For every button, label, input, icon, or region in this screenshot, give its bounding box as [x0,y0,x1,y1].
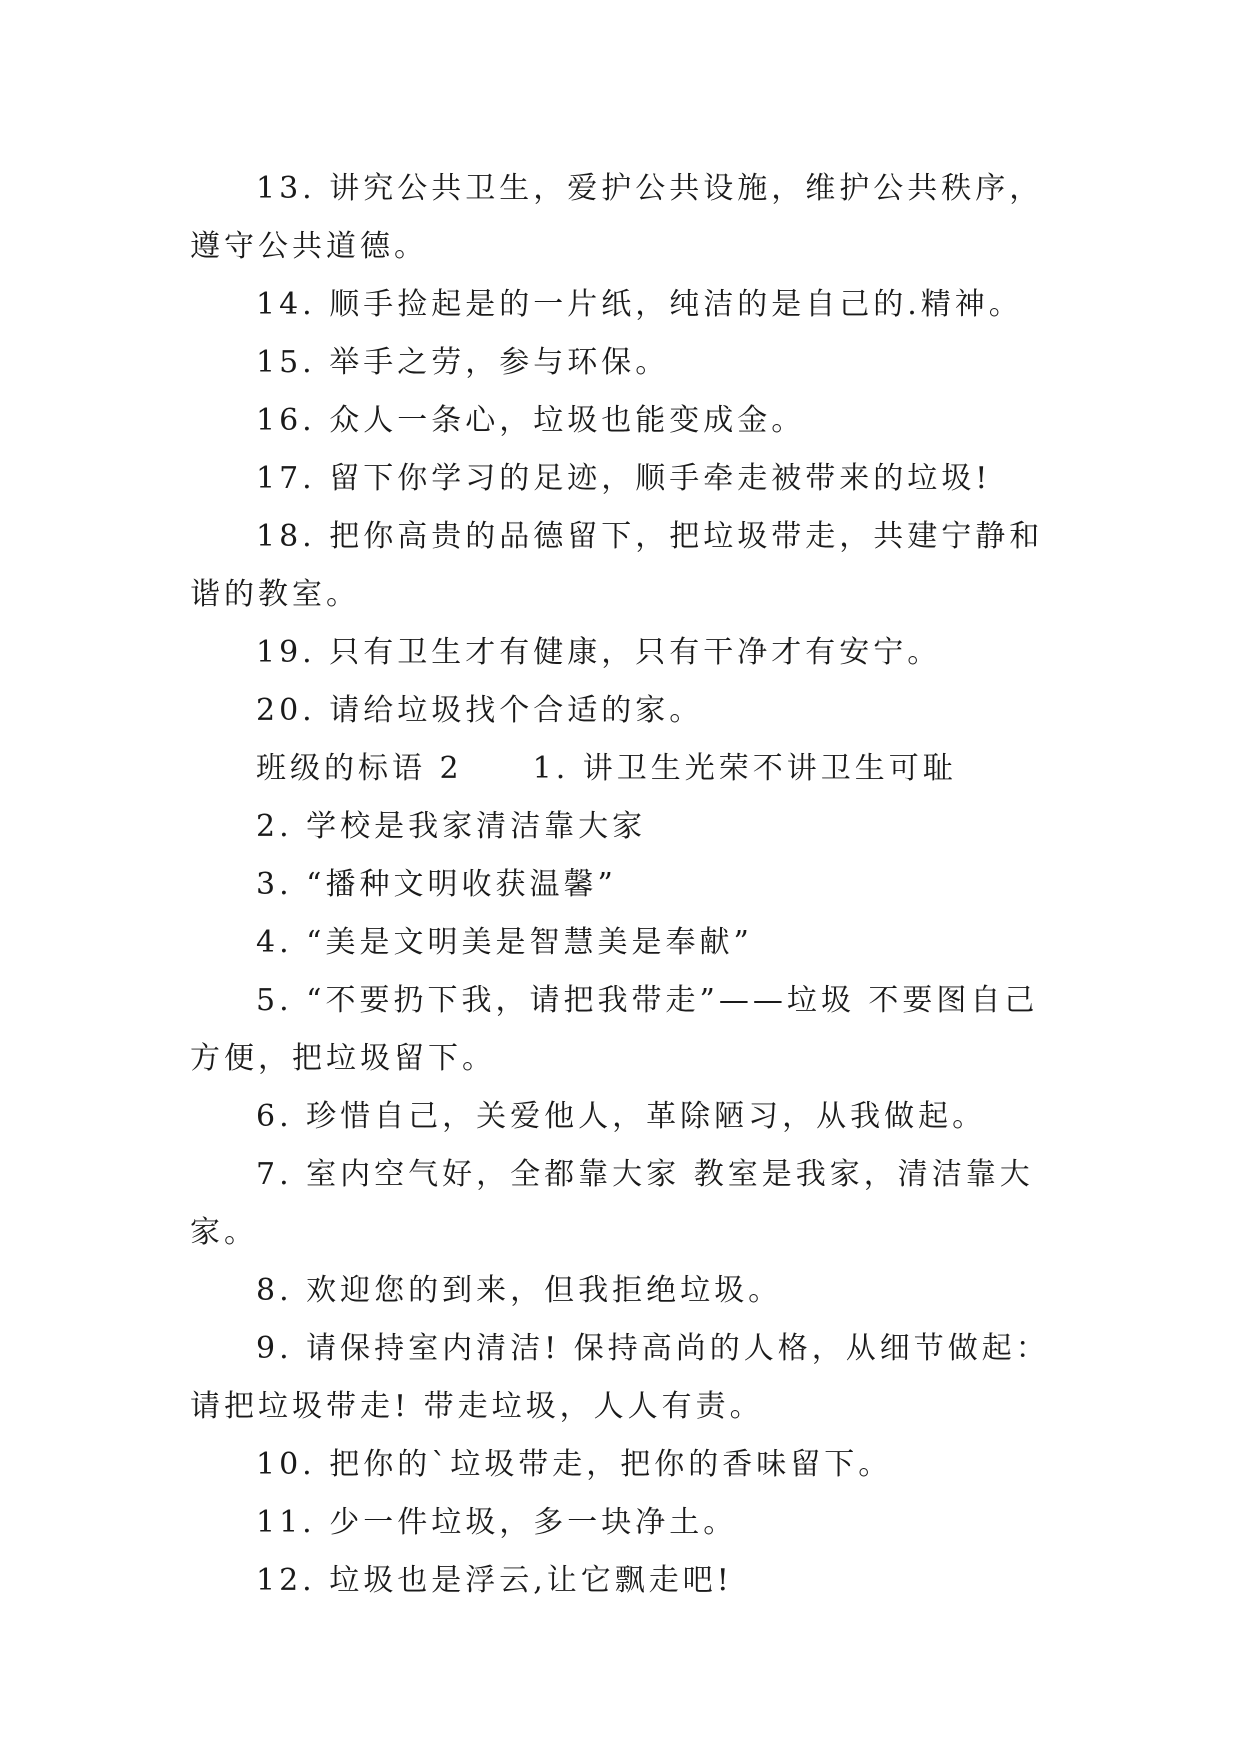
paragraph-item-1: 1. 讲卫生光荣不讲卫生可耻 [532,751,957,786]
paragraph-item-17: 17. 留下你学习的足迹，顺手牵走被带来的垃圾! [256,461,992,496]
paragraph-item-3: 3. “播种文明收获温馨” [256,867,617,902]
paragraph-item-18: 18. 把你高贵的品德留下，把垃圾带走，共建宁静和谐的教室。 [190,519,1044,612]
paragraph-item-5: 5. “不要扔下我，请把我带走”——垃圾 不要图自己方便，把垃圾留下。 [190,983,1039,1076]
paragraph-item-13: 13. 讲究公共卫生，爱护公共设施，维护公共秩序，遵守公共道德。 [190,171,1044,264]
paragraph-item-7: 7. 室内空气好，全都靠大家 教室是我家，清洁靠大家。 [190,1157,1034,1250]
paragraph-item-16: 16. 众人一条心，垃圾也能变成金。 [256,403,806,438]
paragraph-item-8: 8. 欢迎您的到来，但我拒绝垃圾。 [256,1273,783,1308]
paragraph-item-11: 11. 少一件垃圾，多一块净土。 [256,1505,738,1540]
paragraph-item-9: 9. 请保持室内清洁! 保持高尚的人格，从细节做起：请把垃圾带走! 带走垃圾，人人有责。 [190,1331,1050,1424]
paragraph-item-12: 12. 垃圾也是浮云,让它飘走吧! [256,1563,733,1598]
paragraph-item-20: 20. 请给垃圾找个合适的家。 [256,693,704,728]
paragraph-item-10: 10. 把你的`垃圾带走，把你的香味留下。 [256,1447,893,1482]
section-line [190,740,1060,798]
paragraph-item-19: 19. 只有卫生才有健康，只有干净才有安宁。 [256,635,942,670]
section-heading: 班级的标语 2 [256,751,463,786]
paragraph-item-6: 6. 珍惜自己，关爱他人，革除陋习，从我做起。 [256,1099,987,1134]
paragraph-item-14: 14. 顺手捡起是的一片纸，纯洁的是自己的.精神。 [256,287,1023,322]
paragraph-item-2: 2. 学校是我家清洁靠大家 [256,809,647,844]
document-page [190,160,1060,1610]
paragraph-item-15: 15. 举手之劳，参与环保。 [256,345,670,380]
paragraph-item-4: 4. “美是文明美是智慧美是奉献” [256,925,753,960]
